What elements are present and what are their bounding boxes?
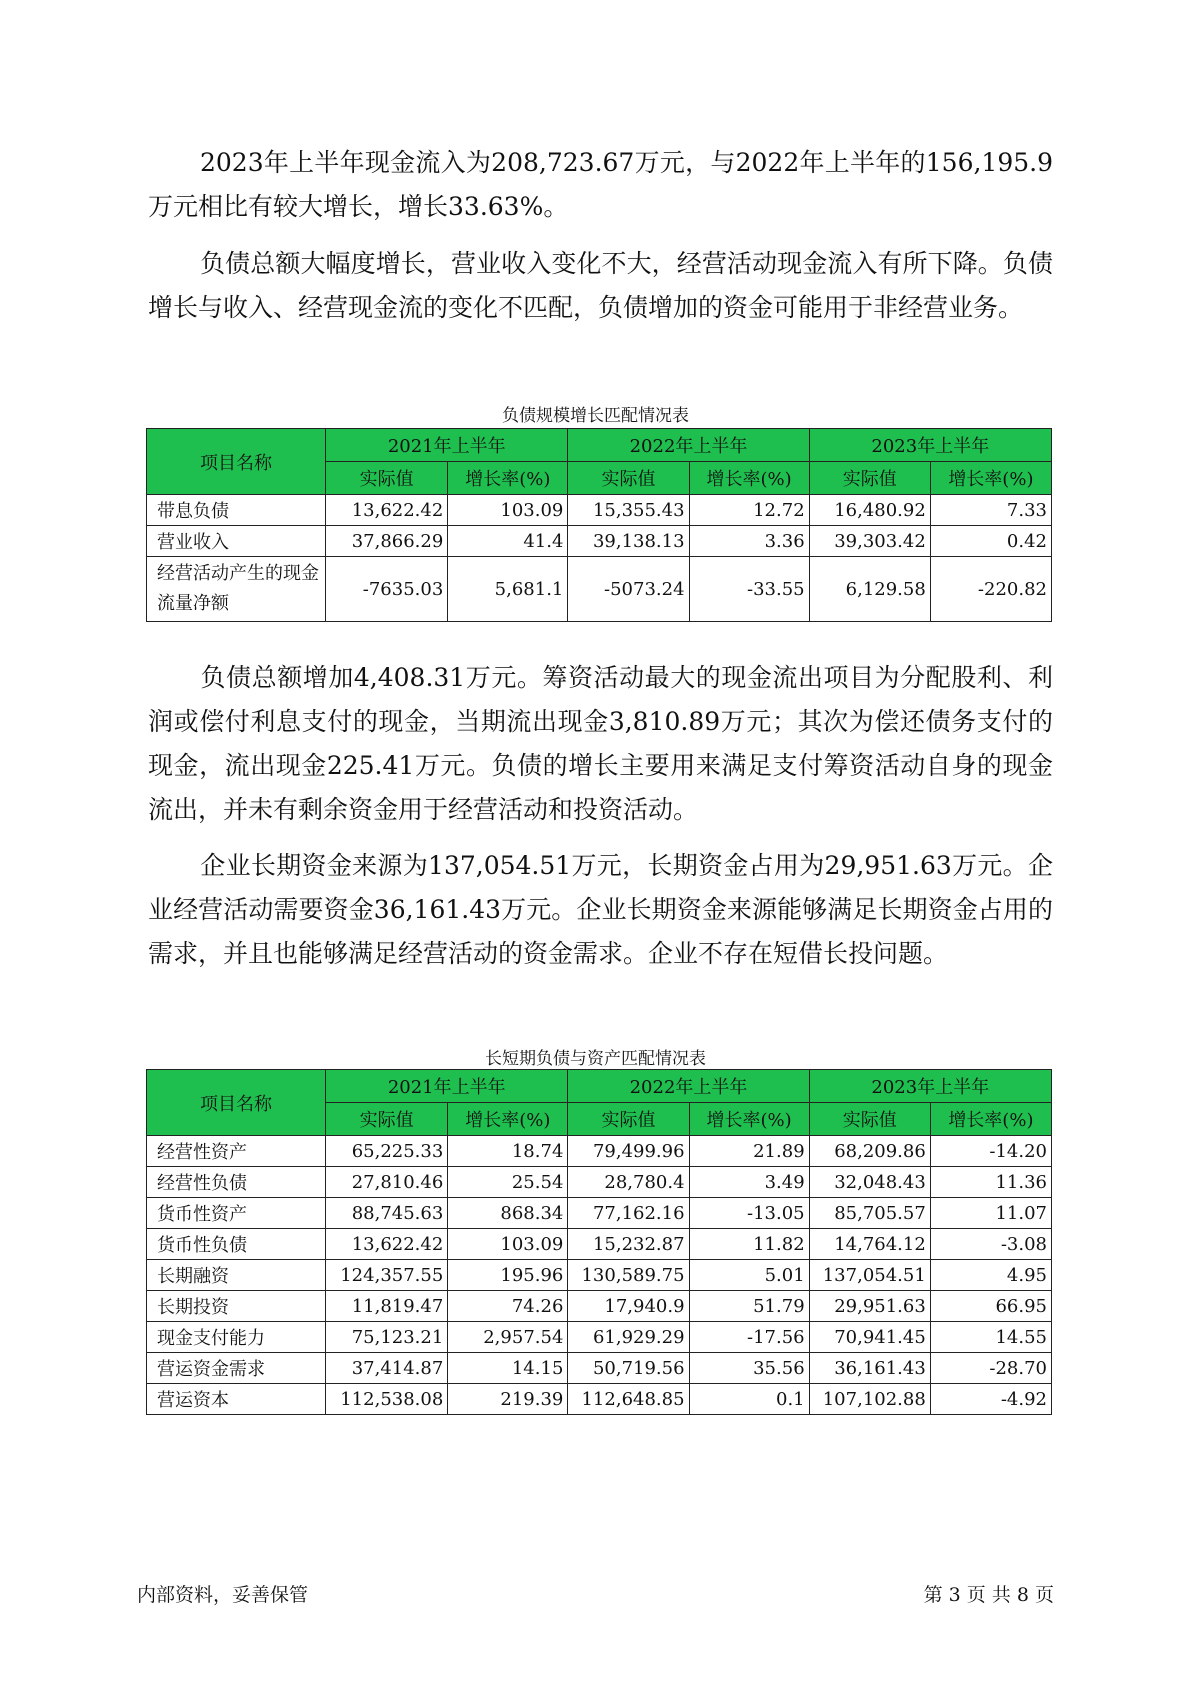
table1-caption: 负债规模增长匹配情况表 (502, 406, 689, 426)
table-liability-scale-match (146, 428, 1052, 622)
cell-value: -28.70 (930, 1353, 1051, 1384)
cell-value: 39,138.13 (568, 526, 689, 557)
cell-value: 28,780.4 (568, 1167, 689, 1198)
paragraph-long-term-funds (148, 844, 1053, 976)
table-row (147, 495, 1052, 526)
cell-value: 107,102.88 (809, 1384, 930, 1415)
table2-caption: 长短期负债与资产匹配情况表 (485, 1049, 706, 1069)
header-year: 2021年上半年 (326, 1070, 568, 1103)
cell-value: 39,303.42 (809, 526, 930, 557)
cell-value: 66.95 (930, 1291, 1051, 1322)
cell-value: -14.20 (930, 1136, 1051, 1167)
table-row (147, 1198, 1052, 1229)
cell-value: 21.89 (689, 1136, 809, 1167)
cell-value: 0.42 (930, 526, 1051, 557)
table-row (147, 1353, 1052, 1384)
cell-value: 5,681.1 (448, 557, 568, 622)
footer-page-number: 第 3 页 共 8 页 (923, 1584, 1054, 1606)
paragraph-text: 企业长期资金来源为137,054.51万元，长期资金占用为29,951.63万元。企业经营活动需要资金36,161.43万元。企业长期资金来源能够满足长期资金占用的需求，并且也能够满足经营活动的资金需求。企业不存在短借长投问题。 (148, 851, 1053, 968)
cell-item: 货币性负债 (147, 1229, 326, 1260)
cell-value: 85,705.57 (809, 1198, 930, 1229)
cell-value: -4.92 (930, 1384, 1051, 1415)
header-actual: 实际值 (326, 462, 448, 495)
table-row (147, 1322, 1052, 1353)
cell-value: 0.1 (689, 1384, 809, 1415)
cell-value: 37,866.29 (326, 526, 448, 557)
table-row (147, 1260, 1052, 1291)
cell-value: 103.09 (448, 1229, 568, 1260)
cell-value: 74.26 (448, 1291, 568, 1322)
paragraph-text: 负债总额大幅度增长，营业收入变化不大，经营活动现金流入有所下降。负债增长与收入、经营现金流的变化不匹配，负债增加的资金可能用于非经营业务。 (148, 249, 1053, 322)
cell-item: 长期融资 (147, 1260, 326, 1291)
cell-item: 货币性资产 (147, 1198, 326, 1229)
cell-value: 15,355.43 (568, 495, 689, 526)
table-row (147, 526, 1052, 557)
cell-value: -33.55 (689, 557, 809, 622)
cell-value: 77,162.16 (568, 1198, 689, 1229)
cell-value: 61,929.29 (568, 1322, 689, 1353)
cell-value: 11.07 (930, 1198, 1051, 1229)
header-growth: 增长率(%) (689, 462, 809, 495)
cell-value: 17,940.9 (568, 1291, 689, 1322)
cell-value: 14.55 (930, 1322, 1051, 1353)
cell-value: 11.82 (689, 1229, 809, 1260)
header-year: 2022年上半年 (568, 1070, 809, 1103)
table-row (147, 1136, 1052, 1167)
cell-value: 13,622.42 (326, 495, 448, 526)
cell-value: 137,054.51 (809, 1260, 930, 1291)
footer-confidential: 内部资料，妥善保管 (137, 1584, 309, 1606)
cell-value: 6,129.58 (809, 557, 930, 622)
header-growth: 增长率(%) (448, 1103, 568, 1136)
header-growth: 增长率(%) (689, 1103, 809, 1136)
cell-value: 219.39 (448, 1384, 568, 1415)
cell-value: 5.01 (689, 1260, 809, 1291)
cell-value: 75,123.21 (326, 1322, 448, 1353)
cell-value: 11,819.47 (326, 1291, 448, 1322)
table-row (147, 557, 1052, 622)
header-actual: 实际值 (809, 1103, 930, 1136)
cell-value: 112,538.08 (326, 1384, 448, 1415)
table-long-short-match (146, 1069, 1052, 1415)
cell-value: 27,810.46 (326, 1167, 448, 1198)
cell-value: 112,648.85 (568, 1384, 689, 1415)
cell-value: 3.36 (689, 526, 809, 557)
header-year: 2023年上半年 (809, 1070, 1051, 1103)
cell-value: -3.08 (930, 1229, 1051, 1260)
cell-value: 124,357.55 (326, 1260, 448, 1291)
cell-value: 35.56 (689, 1353, 809, 1384)
cell-value: 2,957.54 (448, 1322, 568, 1353)
table-row (147, 1291, 1052, 1322)
cell-value: -220.82 (930, 557, 1051, 622)
cell-value: 14.15 (448, 1353, 568, 1384)
header-actual: 实际值 (809, 462, 930, 495)
paragraph-cash-inflow (148, 141, 1053, 229)
cell-value: 18.74 (448, 1136, 568, 1167)
cell-value: 195.96 (448, 1260, 568, 1291)
cell-item: 营运资本 (147, 1384, 326, 1415)
cell-item: 现金支付能力 (147, 1322, 326, 1353)
cell-value: -5073.24 (568, 557, 689, 622)
cell-value: 88,745.63 (326, 1198, 448, 1229)
table-row (147, 1167, 1052, 1198)
cell-value: 32,048.43 (809, 1167, 930, 1198)
cell-value: 14,764.12 (809, 1229, 930, 1260)
cell-item: 营运资金需求 (147, 1353, 326, 1384)
cell-value: 29,951.63 (809, 1291, 930, 1322)
paragraph-text: 2023年上半年现金流入为208,723.67万元，与2022年上半年的156,195.9万元相比有较大增长，增长33.63%。 (148, 148, 1053, 221)
header-item-name: 项目名称 (147, 1070, 326, 1136)
header-actual: 实际值 (568, 462, 689, 495)
cell-item: 带息负债 (147, 495, 326, 526)
paragraph-liability-increase (148, 656, 1053, 832)
cell-value: -7635.03 (326, 557, 448, 622)
cell-value: 11.36 (930, 1167, 1051, 1198)
cell-item: 长期投资 (147, 1291, 326, 1322)
cell-value: 79,499.96 (568, 1136, 689, 1167)
header-year: 2023年上半年 (809, 429, 1051, 462)
header-item-name: 项目名称 (147, 429, 326, 495)
cell-value: 68,209.86 (809, 1136, 930, 1167)
cell-value: 25.54 (448, 1167, 568, 1198)
cell-value: 4.95 (930, 1260, 1051, 1291)
header-growth: 增长率(%) (930, 462, 1051, 495)
cell-value: -17.56 (689, 1322, 809, 1353)
header-actual: 实际值 (326, 1103, 448, 1136)
table-row (147, 1229, 1052, 1260)
cell-value: 37,414.87 (326, 1353, 448, 1384)
header-actual: 实际值 (568, 1103, 689, 1136)
cell-value: -13.05 (689, 1198, 809, 1229)
cell-value: 103.09 (448, 495, 568, 526)
cell-item: 经营性资产 (147, 1136, 326, 1167)
cell-value: 7.33 (930, 495, 1051, 526)
header-year: 2022年上半年 (568, 429, 809, 462)
cell-value: 12.72 (689, 495, 809, 526)
paragraph-text: 负债总额增加4,408.31万元。筹资活动最大的现金流出项目为分配股利、利润或偿付利息支付的现金，当期流出现金3,810.89万元；其次为偿还债务支付的现金，流出现金225.41万元。负债的增长主要用来满足支付筹资活动自身的现金流出，并未有剩余资金用于经营活动和投资活动。 (148, 663, 1053, 824)
cell-value: 70,941.45 (809, 1322, 930, 1353)
cell-value: 16,480.92 (809, 495, 930, 526)
header-growth: 增长率(%) (930, 1103, 1051, 1136)
cell-item: 经营活动产生的现金流量净额 (147, 557, 326, 622)
header-growth: 增长率(%) (448, 462, 568, 495)
cell-value: 13,622.42 (326, 1229, 448, 1260)
cell-value: 868.34 (448, 1198, 568, 1229)
header-year: 2021年上半年 (326, 429, 568, 462)
cell-value: 50,719.56 (568, 1353, 689, 1384)
cell-item: 营业收入 (147, 526, 326, 557)
cell-value: 3.49 (689, 1167, 809, 1198)
cell-item: 经营性负债 (147, 1167, 326, 1198)
paragraph-liability-growth (148, 242, 1053, 330)
cell-value: 130,589.75 (568, 1260, 689, 1291)
cell-value: 65,225.33 (326, 1136, 448, 1167)
cell-value: 41.4 (448, 526, 568, 557)
cell-value: 15,232.87 (568, 1229, 689, 1260)
cell-value: 51.79 (689, 1291, 809, 1322)
cell-value: 36,161.43 (809, 1353, 930, 1384)
table-row (147, 1384, 1052, 1415)
